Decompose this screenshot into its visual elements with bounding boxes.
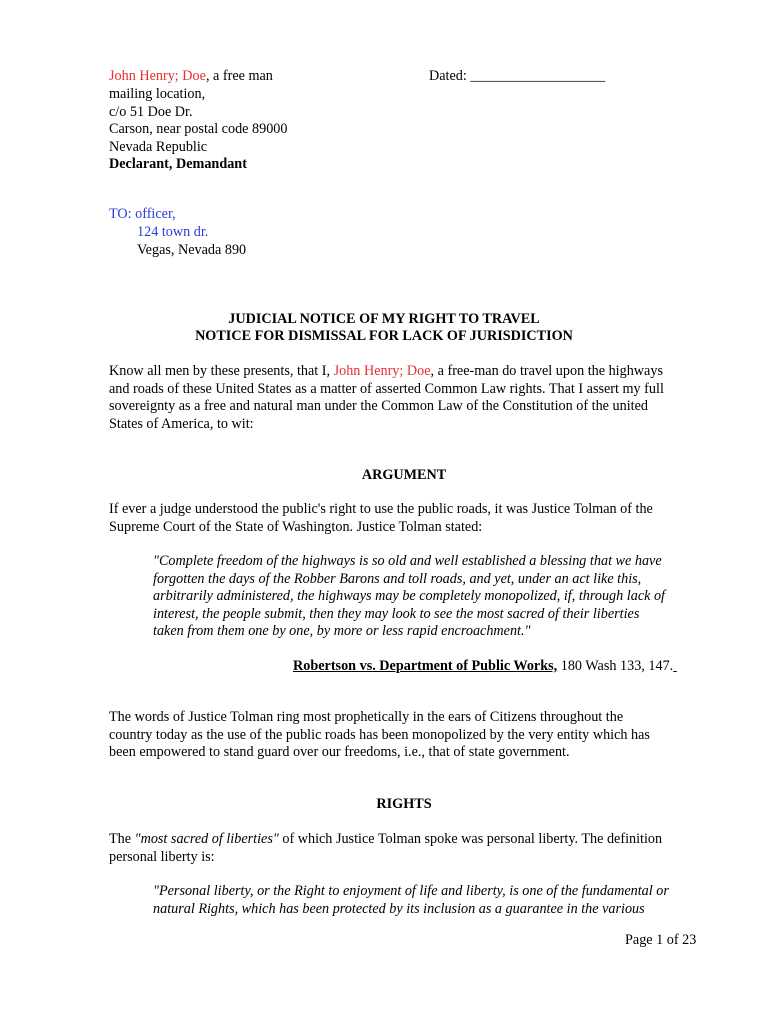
rights-paragraph-1 [109, 831, 689, 866]
intro-line1-post: , a free-man do travel upon the highways [430, 363, 663, 379]
quote-line: taken from them one by one, by more or less rapid encroachment." [153, 623, 531, 640]
declarant-address [109, 86, 287, 174]
intro-paragraph [109, 363, 689, 433]
address-line: Nevada Republic [109, 138, 208, 155]
recipient-street: 124 town dr. [137, 224, 209, 240]
intro-line: States of America, to wit: [109, 415, 254, 432]
dated-blank: ___________________ [470, 68, 606, 84]
document-title-line1: JUDICIAL NOTICE OF MY RIGHT TO TRAVEL [228, 311, 540, 327]
address-line: mailing location, [109, 86, 206, 102]
tolman-quote [153, 553, 713, 641]
argument-line: been empowered to stand guard over our freedoms, i.e., that of state government. [109, 744, 570, 761]
intro-line: and roads of these United States as a matter of asserted Common Law rights. That I assert my full [109, 380, 664, 397]
citation-trailing-underline [673, 658, 677, 674]
rights-p1-post: of which Justice Tolman spoke was personal liberty. The definition [278, 831, 663, 847]
intro-declarant-name: John Henry; Doe [333, 363, 431, 379]
dated-field [429, 68, 605, 86]
citation-case-name: Robertson vs. Department of Public Works, [293, 658, 558, 674]
quote-line: natural Rights, which has been protected by its inclusion as a guarantee in the various [153, 900, 645, 917]
rights-line: personal liberty is: [109, 848, 215, 865]
rights-heading: RIGHTS [376, 796, 432, 812]
recipient-to: TO: officer, [109, 206, 176, 222]
rights-p1-italic: "most sacred of liberties" [134, 831, 279, 847]
rights-line [109, 831, 689, 849]
rights-p1-pre: The [109, 831, 135, 847]
argument-paragraph-2 [109, 709, 689, 762]
argument-heading: ARGUMENT [361, 467, 447, 483]
citation-reference: 180 Wash 133, 147. [557, 658, 674, 674]
argument-paragraph-1 [109, 501, 689, 536]
case-citation [293, 658, 677, 676]
quote-line: forgotten the days of the Robber Barons and toll roads, and yet, under an act like this, [153, 570, 642, 587]
declarant-role: Declarant, Demandant [109, 156, 247, 173]
intro-line [109, 363, 689, 381]
argument-line: Supreme Court of the State of Washington. Justice Tolman stated: [109, 518, 483, 535]
argument-line: The words of Justice Tolman ring most prophetically in the ears of Citizens throughout the [109, 709, 624, 725]
intro-line: sovereignty as a free and natural man under the Common Law of the Constitution of the united [109, 398, 648, 415]
dated-label: Dated: [429, 68, 467, 84]
page-number: Page 1 of 23 [625, 932, 697, 948]
recipient-city: Vegas, Nevada 890 [137, 242, 247, 258]
intro-line1-pre: Know all men by these presents, that I, [109, 363, 334, 379]
quote-line: "Personal liberty, or the Right to enjoyment of life and liberty, is one of the fundamental or [153, 883, 669, 899]
quote-line: "Complete freedom of the highways is so old and well established a blessing that we have [153, 553, 662, 569]
quote-line: arbitrarily administered, the highways may be completely monopolized, if, through lack of [153, 588, 665, 605]
argument-line: country today as the use of the public roads has been monopolized by the very entity which has [109, 726, 650, 743]
document-title-line2: NOTICE FOR DISMISSAL FOR LACK OF JURISDICTION [195, 328, 573, 344]
address-line: c/o 51 Doe Dr. [109, 103, 193, 120]
declarant-name: John Henry; Doe [109, 68, 206, 84]
declarant-name-line [109, 68, 273, 86]
argument-line: If ever a judge understood the public's right to use the public roads, it was Justice Tolman of the [109, 501, 653, 517]
address-line: Carson, near postal code 89000 [109, 121, 288, 138]
declarant-name-suffix: , a free man [205, 68, 273, 84]
personal-liberty-quote [153, 883, 713, 918]
quote-line: interest, the people submit, then they may look to see the most sacred of their liberties [153, 605, 640, 622]
